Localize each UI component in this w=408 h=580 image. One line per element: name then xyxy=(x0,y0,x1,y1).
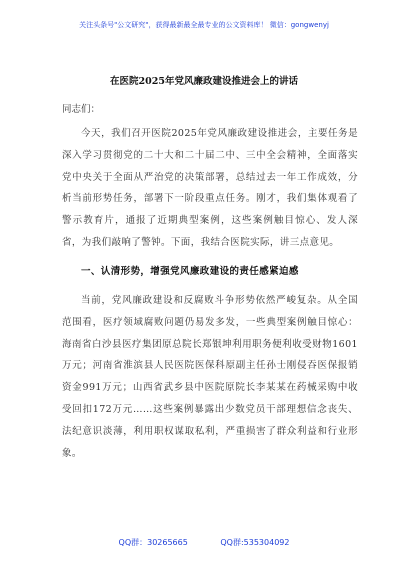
footer-qq-group-1[interactable]: QQ群：30265665 xyxy=(118,538,188,547)
intro-paragraph: 今天，我们召开医院2025年党风廉政建设推进会，主要任务是深入学习贯彻党的二十大和二十届二中、三中全会精神，全面落实党中央关于全面从严治党的决策部署，总结过去一年工作成效，分析当前形势任务，部署下一阶段重点任务。刚才，我们集体观看了警示教育片，通报了近期典型案例，这些案例触目惊心、发人深省，为我们敲响了警钟。下面，我结合医院实际，讲三点意见。 xyxy=(62,128,358,248)
promo-banner[interactable]: 关注头条号"公文研究"，获得最新最全最专业的公文资料库！ 微信：gongwenyj xyxy=(79,21,329,29)
section-heading: 一、认清形势，增强党风廉政建设的责任感紧迫感 xyxy=(81,266,299,277)
document-title: 在医院2025年党风廉政建设推进会上的讲话 xyxy=(110,76,298,87)
footer-qq-group-2[interactable]: QQ群:535304092 xyxy=(220,538,290,547)
salutation: 同志们： xyxy=(62,104,101,115)
body-paragraph: 当前，党风廉政建设和反腐败斗争形势依然严峻复杂。从全国范围看，医疗领域腐败问题仍易发多发，一些典型案例触目惊心：海南省白沙县医疗集团原总院长郑银坤利用职务便利收受财物1601万元；河南省淮滨县人民医院医保科原副主任孙士刚侵吞医保报销资金991万元；山西省武乡县中医院原院长李某某在药械采购中收受回扣172万元……这些案例暴露出少数党员干部理想信念丧失、法纪意识淡薄，利用职权谋取私利，严重损害了群众利益和行业形象。 xyxy=(62,295,358,459)
footer-contacts xyxy=(0,537,408,548)
